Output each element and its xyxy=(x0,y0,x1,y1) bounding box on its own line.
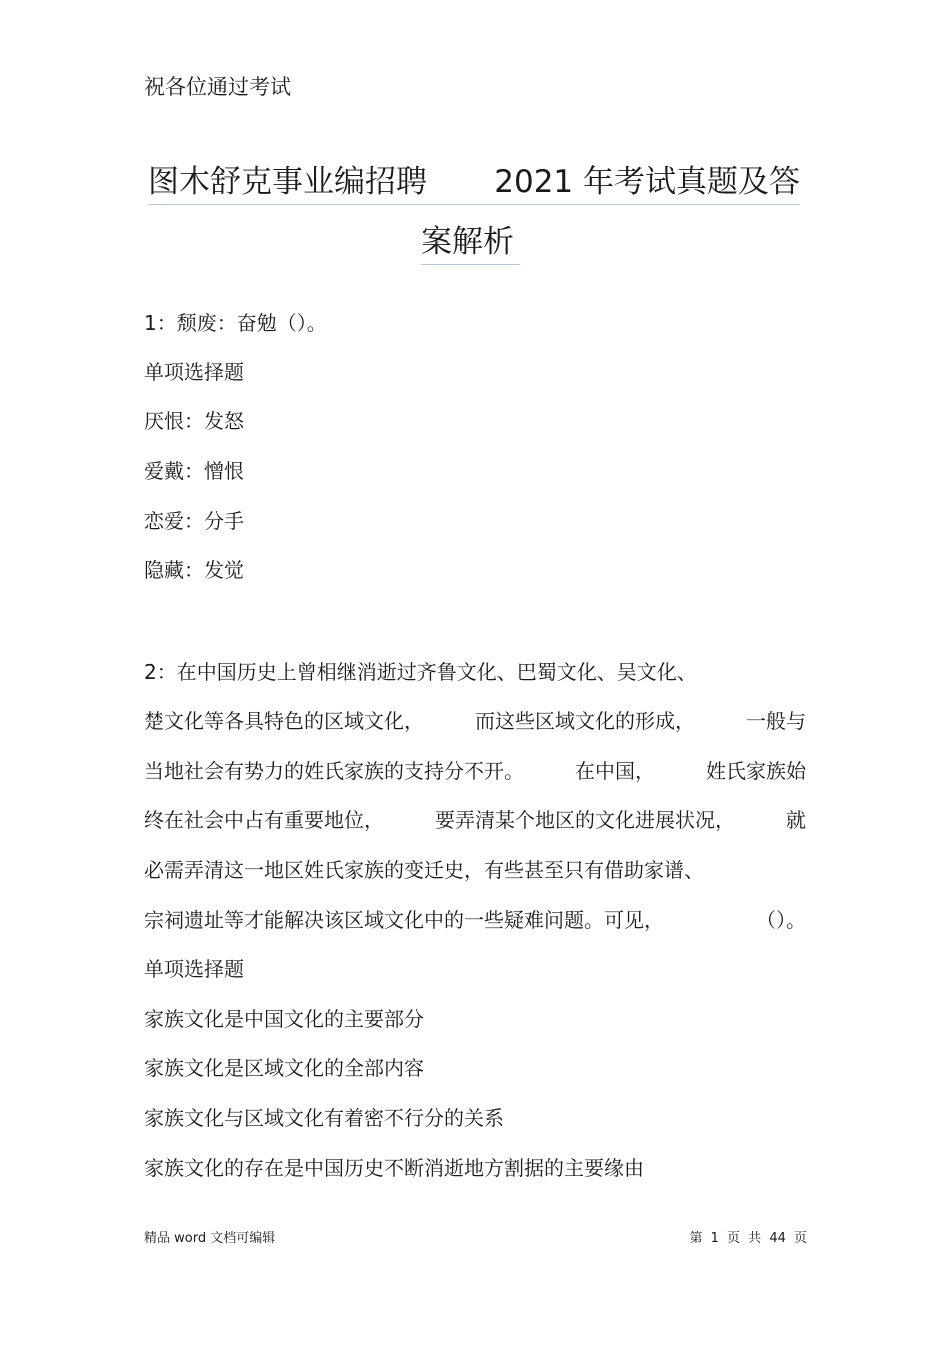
page-number: 第 1 页 共 44 页 xyxy=(689,1231,807,1246)
question-2-option-b: 家族文化是区域文化的全部内容 xyxy=(144,1056,424,1080)
question-2-stem-line-4 xyxy=(144,805,806,835)
stem-segment: 终在社会中占有重要地位， xyxy=(144,808,384,832)
question-2-stem-line-3 xyxy=(144,756,806,786)
question-1-option-d: 隐藏：发觉 xyxy=(144,558,244,582)
title-part-3: 案解析 xyxy=(421,220,520,265)
stem-segment: 要弄清某个地区的文化进展状况， xyxy=(435,808,735,832)
question-1-type: 单项选择题 xyxy=(144,360,244,384)
question-2-stem-line-1: 2：在中国历史上曾相继消逝过齐鲁文化、巴蜀文化、吴文化、 xyxy=(144,660,697,684)
question-1-option-a: 厌恨：发怒 xyxy=(144,409,244,433)
question-2-stem-line-2 xyxy=(144,706,806,736)
footer-note: 精品 word 文档可编辑 xyxy=(144,1231,276,1246)
stem-segment: 楚文化等各具特色的区域文化， xyxy=(144,709,424,733)
question-1-option-b: 爱戴：憎恨 xyxy=(144,459,244,483)
stem-segment: 一般与 xyxy=(746,709,806,733)
question-1-option-c: 恋爱：分手 xyxy=(144,509,244,533)
stem-segment: 宗祠遗址等才能解决该区域文化中的一些疑难问题。可见， xyxy=(144,908,664,932)
title-part-1: 图木舒克事业编招聘 xyxy=(148,164,427,200)
question-2-option-a: 家族文化是中国文化的主要部分 xyxy=(144,1007,424,1031)
title-part-2: 2021 年考试真题及答 xyxy=(494,164,800,200)
stem-segment: （）。 xyxy=(756,908,806,932)
question-2-option-c: 家族文化与区域文化有着密不行分的关系 xyxy=(144,1106,504,1130)
question-2-type: 单项选择题 xyxy=(144,957,244,981)
stem-segment: 当地社会有势力的姓氏家族的支持分不开。 xyxy=(144,759,524,783)
stem-segment: 姓氏家族始 xyxy=(706,759,806,783)
greeting-text: 祝各位通过考试 xyxy=(144,75,291,99)
question-2-stem-line-6 xyxy=(144,905,806,935)
stem-segment: 就 xyxy=(786,808,806,832)
stem-segment: 而这些区域文化的形成， xyxy=(475,709,695,733)
question-1-stem: 1：颓废：奋勉（）。 xyxy=(144,311,327,335)
question-2-stem-line-5: 必需弄清这一地区姓氏家族的变迁史，有些甚至只有借助家谱、 xyxy=(144,858,704,882)
stem-segment: 在中国， xyxy=(575,759,655,783)
question-2-option-d: 家族文化的存在是中国历史不断消逝地方割据的主要缘由 xyxy=(144,1156,644,1180)
